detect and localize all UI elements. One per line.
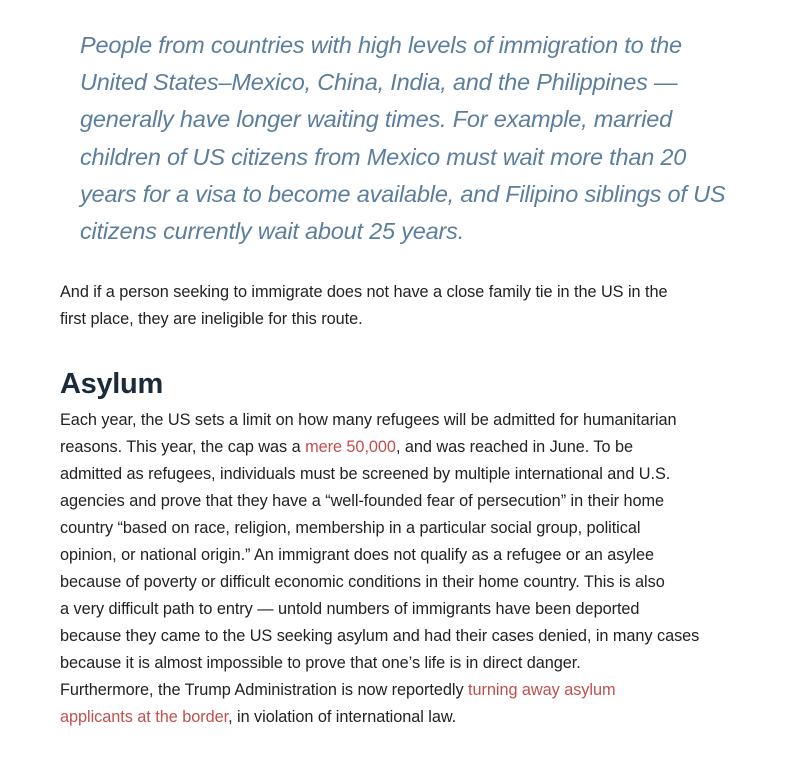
- paragraph-line: opinion, or national origin.” An immigrant does not qualify as a refugee or an asylee: [60, 546, 654, 565]
- paragraph-line: a very difficult path to entry — untold numbers of immigrants have been deported: [60, 600, 640, 619]
- paragraph-text: Furthermore, the Trump Administration is now reportedly: [60, 681, 469, 700]
- article-content: [60, 0, 760, 731]
- asylum-heading: Asylum: [60, 368, 163, 401]
- asylum-border-link[interactable]: applicants at the border: [60, 708, 229, 727]
- quote-line: People from countries with high levels of immigration to the: [80, 32, 682, 58]
- paragraph-line: [60, 704, 760, 731]
- family-tie-paragraph: [60, 250, 760, 333]
- paragraph-line: [60, 434, 760, 461]
- paragraph-line: And if a person seeking to immigrate does not have a close family tie in the US in the: [60, 283, 668, 302]
- paragraph-line: [60, 677, 760, 704]
- paragraph-line: agencies and prove that they have a “well-founded fear of persecution” in their home: [60, 492, 665, 511]
- quote-line: children of US citizens from Mexico must wait more than 20: [80, 143, 687, 170]
- paragraph-text: , and was reached in June. To be: [395, 438, 633, 457]
- pull-quote: [60, 0, 740, 250]
- paragraph-line: because of poverty or difficult economic conditions in their home country. This is also: [60, 573, 665, 592]
- quote-line: years for a visa to become available, and Filipino siblings of US: [80, 180, 726, 207]
- asylum-paragraph: [60, 402, 760, 731]
- quote-line: citizens currently wait about 25 years.: [80, 218, 465, 245]
- paragraph-line: admitted as refugees, individuals must be screened by multiple international and U.S.: [60, 465, 671, 484]
- quote-line: United States–Mexico, China, India, and the Philippines —: [80, 69, 678, 96]
- paragraph-line: because it is almost impossible to prove that one’s life is in direct danger.: [60, 654, 581, 673]
- paragraph-line: first place, they are ineligible for this route.: [60, 310, 363, 329]
- quote-line: generally have longer waiting times. For example, married: [80, 106, 673, 133]
- paragraph-line: country “based on race, religion, membership in a particular social group, political: [60, 519, 641, 538]
- paragraph-text: , in violation of international law.: [228, 708, 457, 727]
- refugee-cap-link[interactable]: mere 50,000: [305, 438, 396, 457]
- paragraph-text: reasons. This year, the cap was a: [60, 438, 306, 457]
- paragraph-line: because they came to the US seeking asylum and had their cases denied, in many cases: [60, 627, 700, 646]
- paragraph-line: Each year, the US sets a limit on how many refugees will be admitted for humanitarian: [60, 411, 677, 430]
- asylum-border-link[interactable]: turning away asylum: [468, 681, 616, 700]
